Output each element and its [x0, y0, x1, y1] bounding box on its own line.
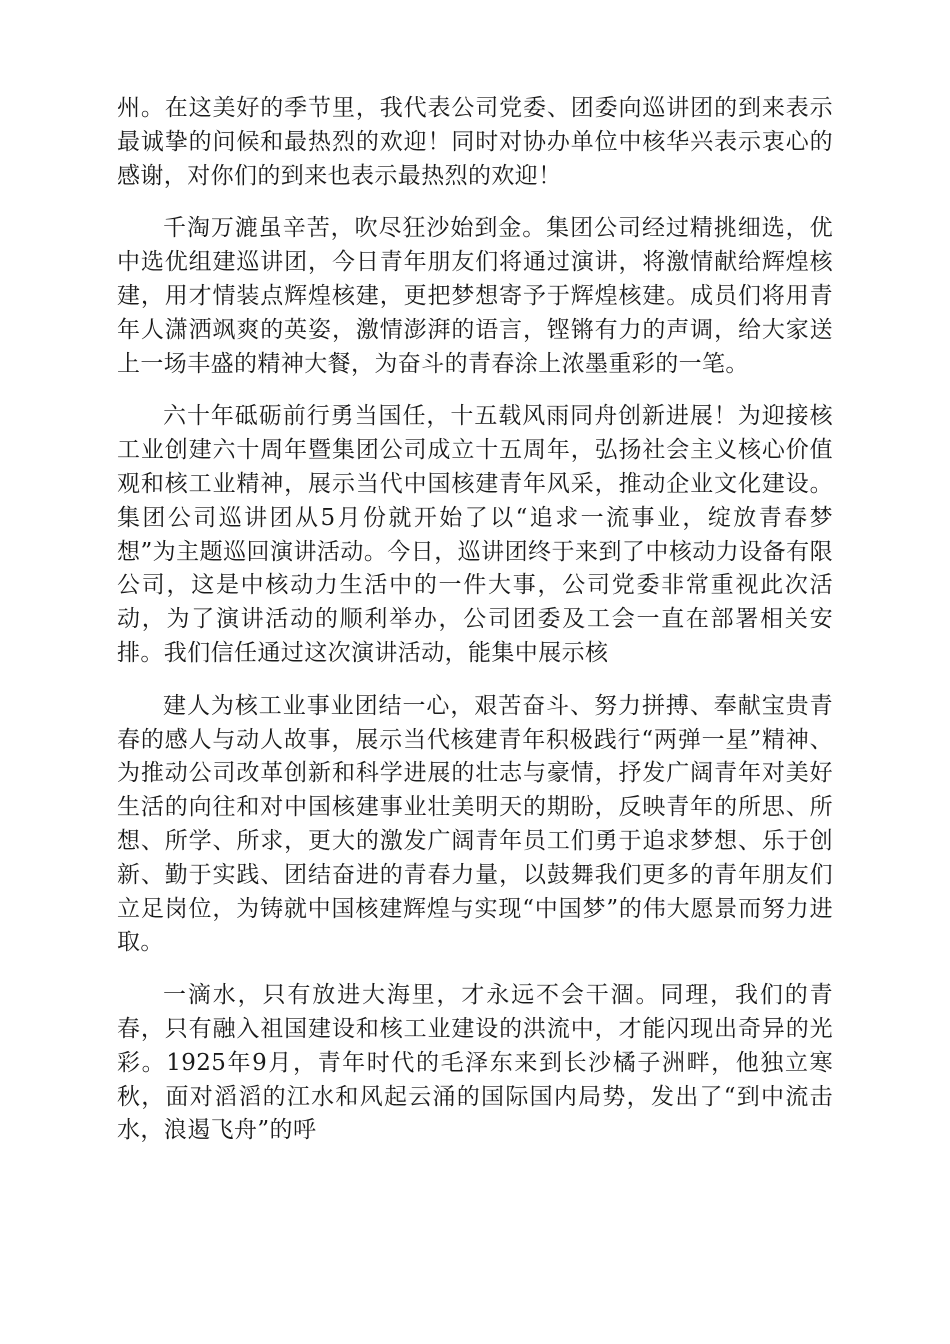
paragraph: 一滴水，只有放进大海里，才永远不会干涸。同理，我们的青春，只有融入祖国建设和核工业建设的洪流中，才能闪现出奇异的光彩。1925年9月，青年时代的毛泽东来到长沙橘子洲畔，他独立寒秋，面对滔滔的江水和风起云涌的国际国内局势，发出了“到中流击水，浪遏飞舟”的呼: [117, 982, 833, 1144]
paragraph: 州。在这美好的季节里，我代表公司党委、团委向巡讲团的到来表示最诚挚的问候和最热烈的欢迎！同时对协办单位中核华兴表示衷心的感谢，对你们的到来也表示最热烈的欢迎！: [117, 95, 833, 189]
paragraph: 六十年砥砺前行勇当国任，十五载风雨同舟创新进展！为迎接核工业创建六十周年暨集团公司成立十五周年，弘扬社会主义核心价值观和核工业精神，展示当代中国核建青年风采，推动企业文化建设。集团公司巡讲团从5月份就开始了以“追求一流事业，绽放青春梦想”为主题巡回演讲活动。今日，巡讲团终于来到了中核动力设备有限公司，这是中核动力生活中的一件大事，公司党委非常重视此次活动，为了演讲活动的顺利举办，公司团委及工会一直在部署相关安排。我们信任通过这次演讲活动，能集中展示核: [117, 403, 833, 666]
paragraph: 建人为核工业事业团结一心，艰苦奋斗、努力拼搏、奉献宝贵青春的感人与动人故事，展示当代核建青年积极践行“两弹一星”精神、为推动公司改革创新和科学进展的壮志与豪情，抒发广阔青年对美好生活的向往和对中国核建事业壮美明天的期盼，反映青年的所思、所想、所学、所求，更大的激发广阔青年员工们勇于追求梦想、乐于创新、勤于实践、团结奋进的青春力量，以鼓舞我们更多的青年朋友们立足岗位，为铸就中国核建辉煌与实现“中国梦”的伟大愿景而努力进取。: [117, 692, 833, 956]
document-page: [117, 92, 833, 1167]
paragraph: 千淘万漉虽辛苦，吹尽狂沙始到金。集团公司经过精挑细选，优中选优组建巡讲团，今日青年朋友们将通过演讲，将激情献给辉煌核建，用才情装点辉煌核建，更把梦想寄予于辉煌核建。成员们将用青年人潇洒飒爽的英姿，激情澎湃的语言，铿锵有力的声调，给大家送上一场丰盛的精神大餐，为奋斗的青春涂上浓墨重彩的一笔。: [117, 215, 833, 377]
